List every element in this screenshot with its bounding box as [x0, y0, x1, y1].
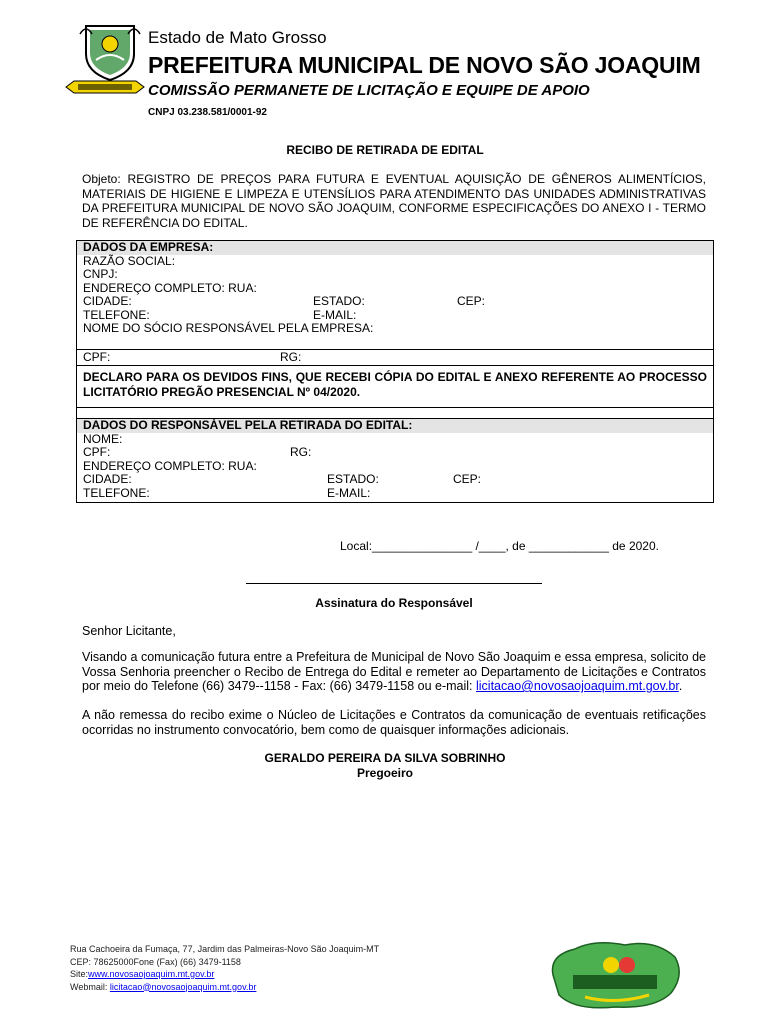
- visando-paragraph: [82, 650, 706, 694]
- resp-cpf-label: CPF:: [83, 445, 111, 459]
- comissao-subtitle: COMISSÃO PERMANETE DE LICITAÇÃO E EQUIPE DE APOIO: [148, 82, 590, 99]
- signer-block: [0, 751, 770, 780]
- footer: [70, 943, 379, 993]
- resp-cidade-row: [77, 473, 713, 487]
- resp-estado-label: ESTADO:: [327, 472, 379, 486]
- resp-email-label: E-MAIL:: [327, 485, 371, 500]
- resp-cidade-label: CIDADE:: [83, 472, 132, 486]
- email-link[interactable]: licitacao@novosaojoaquim.mt.gov.br: [476, 679, 679, 693]
- telefone-label: TELEFONE:: [83, 307, 150, 322]
- email-label: E-MAIL:: [313, 307, 357, 322]
- empresa-header: DADOS DA EMPRESA:: [77, 241, 713, 255]
- footer-webmail-link[interactable]: licitacao@novosaojoaquim.mt.gov.br: [109, 981, 257, 992]
- coat-of-arms-icon: [78, 20, 142, 82]
- empresa-box: [76, 240, 714, 503]
- footer-webmail-row: [70, 981, 379, 994]
- footer-cep: CEP: 78625000Fone (Fax) (66) 3479-1158: [70, 956, 241, 967]
- rg-label: RG:: [280, 350, 302, 364]
- declaracao-text: DECLARO PARA OS DEVIDOS FINS, QUE RECEBI CÓPIA DO EDITAL E ANEXO REFERENTE AO PROCESSO LICITATÓRIO PREGÃO PRESENCIAL Nº 04/2020.: [77, 365, 713, 407]
- nome-label: NOME:: [83, 431, 123, 446]
- signer-name: GERALDO PEREIRA DA SILVA SOBRINHO: [264, 751, 506, 765]
- footer-site-label: Site:: [70, 969, 89, 979]
- cidade-row: [77, 295, 713, 309]
- resp-rg-label: RG:: [290, 445, 312, 459]
- prefeitura-title: PREFEITURA MUNICIPAL DE NOVO SÃO JOAQUIM: [148, 52, 701, 78]
- footer-webmail-label: Webmail:: [70, 981, 110, 992]
- telefone-row: [77, 309, 713, 323]
- estado-label: ESTADO:: [313, 294, 365, 308]
- resp-endereco-label: ENDEREÇO COMPLETO: RUA:: [83, 458, 257, 473]
- resp-telefone-label: TELEFONE:: [83, 485, 150, 500]
- signature-caption: Assinatura do Responsável: [315, 596, 473, 610]
- email-suffix: .: [678, 679, 683, 693]
- responsavel-header: DADOS DO RESPONSÁVEL PELA RETIRADA DO EDITAL:: [77, 418, 713, 433]
- footer-site-row: [70, 968, 379, 981]
- cidade-label: CIDADE:: [83, 294, 132, 308]
- local-date-line: Local:_______________ /____, de ____________ de 2020.: [340, 539, 659, 553]
- razao-social-label: RAZÃO SOCIAL:: [83, 253, 176, 268]
- objeto-paragraph: Objeto: REGISTRO DE PREÇOS PARA FUTURA E EVENTUAL AQUISIÇÃO DE GÊNEROS ALIMENTÍCIOS, MATERIAIS DE HIGIENE E LIMPEZA E UTENSÍLIOS PARA ATENDIMENTO DAS UNIDADES ADMINISTRATIVAS DA PREFEITURA MUNICIPAL DE NOVO SÃO JOAQUIM, CONFORME ESPECIFICAÇÕES DO ANEXO I - TERMO DE REFERÊNCIA DO EDITAL.: [82, 172, 706, 230]
- greeting: Senhor Licitante,: [82, 624, 176, 638]
- document-title: RECIBO DE RETIRADA DE EDITAL: [286, 143, 484, 157]
- resp-telefone-row: [77, 487, 713, 502]
- cep-label: CEP:: [457, 294, 486, 308]
- resp-cpf-row: [77, 446, 713, 460]
- signature-line: [246, 583, 542, 584]
- cpf-rg-row: [77, 349, 713, 365]
- footer-address: Rua Cachoeira da Fumaça, 77, Jardim das Palmeiras-Novo São Joaquim-MT: [70, 944, 380, 954]
- socio-label: NOME DO SÓCIO RESPONSÁVEL PELA EMPRESA:: [83, 321, 374, 335]
- endereco-label: ENDEREÇO COMPLETO: RUA:: [83, 280, 257, 295]
- cpf-label: CPF:: [83, 350, 111, 364]
- signer-role: Pregoeiro: [356, 765, 413, 780]
- resp-cep-label: CEP:: [453, 472, 482, 486]
- city-map-logo-icon: [545, 935, 685, 1013]
- cnpj-line: CNPJ 03.238.581/0001-92: [148, 107, 267, 118]
- footer-site-link[interactable]: www.novosaojoaquim.mt.gov.br: [88, 969, 215, 979]
- cnpj-label: CNPJ:: [83, 267, 118, 281]
- visando-text: Visando a comunicação futura entre a Prefeitura de Municipal de Novo São Joaquim e essa empresa, solicito de Vossa Senhoria preencher o Recibo de Entrega do Edital e remeter ao Departamento de Licitações e Contratos por meio do Telefone (66) 3479--1158 - Fax: (66) 3479-1158 ou e-mail:: [82, 650, 706, 693]
- nao-remessa-paragraph: A não remessa do recibo exime o Núcleo de Licitações e Contratos da comunicação de eventuais retificações ocorridas no instrumento convocatório, bem como de quaisquer informações adicionais.: [82, 708, 706, 737]
- state-name: Estado de Mato Grosso: [148, 28, 327, 47]
- crest-banner-icon: [64, 80, 146, 94]
